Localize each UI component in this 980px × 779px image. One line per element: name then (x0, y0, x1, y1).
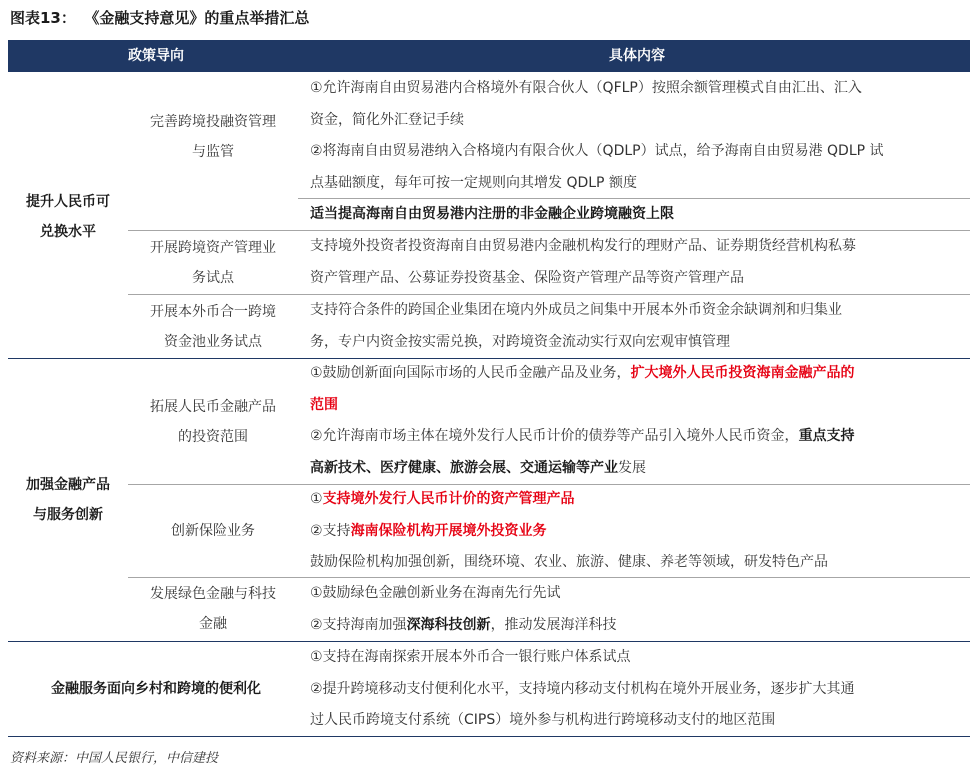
header-specific-content: 具体内容 (609, 48, 665, 64)
category-line: 兑换水平 (40, 224, 96, 240)
content-line: 过人民币跨境支付系统（CIPS）境外参与机构进行跨境移动支付的地区范围 (310, 712, 776, 728)
table-bottom-border (8, 736, 970, 737)
content-insurance (310, 484, 950, 579)
subcategory-line: 拓展人民币金融产品 (150, 399, 276, 415)
category-line: 与服务创新 (33, 507, 103, 523)
text-run: ②支持 (310, 522, 351, 539)
content-line: 资产管理产品、公募证券投资基金、保险资产管理产品等资产管理产品 (310, 269, 744, 286)
subcategory-line: 发展绿色金融与科技 (150, 586, 276, 602)
category-rural-crossborder-convenience (8, 643, 304, 735)
content-line: 资金，简化外汇登记手续 (310, 111, 464, 128)
text-run: ，推动发展海洋科技 (490, 616, 617, 633)
text-run-bold: 高新技术、医疗健康、旅游会展、交通运输等产业 (310, 459, 618, 476)
subcategory-line: 开展本外币合一跨境 (150, 303, 276, 320)
category-product-innovation (8, 360, 128, 640)
subcategory-line: 的投资范围 (178, 429, 248, 445)
content-line: ②将海南自由贸易港纳入合格境内有限合伙人（QDLP）试点，给予海南自由贸易港 QDLP 试 (310, 143, 884, 159)
content-line: ①允许海南自由贸易港内合格境外有限合伙人（QFLP）按照余额管理模式自由汇出、汇入 (310, 80, 862, 96)
content-line: 支持符合条件的跨国企业集团在境内外成员之间集中开展本外币资金余缺调剂和归集业 (310, 302, 842, 318)
content-green-fintech (310, 578, 950, 641)
subcategory-asset-management (128, 231, 298, 294)
content-line-bold: 适当提高海南自由贸易港内注册的非金融企业跨境融资上限 (310, 206, 674, 222)
text-run-red: 范围 (310, 396, 338, 413)
content-line (310, 390, 950, 422)
content-line (310, 610, 950, 642)
subcategory-line: 开展跨境资产管理业 (150, 239, 276, 256)
content-rural-crossborder-convenience (310, 642, 950, 737)
subcategory-line: 完善跨境投融资管理 (150, 114, 276, 130)
text-run: ②允许海南市场主体在境外发行人民币计价的债券等产品引入境外人民币资金， (310, 428, 799, 444)
text-run-bold: 深海科技创新 (406, 616, 491, 633)
subcategory-rmb-products (128, 360, 298, 484)
content-line (310, 484, 950, 516)
source-note: 资料来源：中国人民银行，中信建投 (10, 751, 219, 766)
content-financing-cap (310, 199, 950, 231)
header-policy-direction: 政策导向 (128, 48, 184, 64)
text-run: ①鼓励创新面向国际市场的人民币金融产品及业务， (310, 365, 631, 381)
text-run: ①鼓励绿色金融创新业务在海南先行先试 (310, 585, 561, 601)
subcategory-cross-border-investment (128, 76, 298, 198)
category-line: 金融服务面向乡村和跨境的便利化 (51, 681, 261, 697)
subcategory-cash-pool (128, 295, 298, 358)
subcategory-insurance (128, 485, 298, 577)
content-line (310, 421, 950, 453)
content-cross-border-investment (310, 73, 950, 199)
figure-label: 图表13： (10, 9, 76, 27)
content-line: 点基础额度，每年可按一定规则向其增发 QDLP 额度 (310, 174, 637, 191)
content-line: ②提升跨境移动支付便利化水平，支持境内移动支付机构在境外开展业务，逐步扩大其通 (310, 680, 855, 697)
content-line (310, 547, 950, 579)
text-run-bold: 重点支持 (798, 428, 855, 444)
subcategory-green-fintech (128, 578, 298, 640)
subcategory-line: 资金池业务试点 (164, 333, 262, 350)
table-header (8, 40, 970, 72)
subcategory-line: 创新保险业务 (171, 523, 255, 539)
content-line: 务，专户内资金按实需兑换，对跨境资金流动实行双向宏观审慎管理 (310, 333, 730, 350)
content-cash-pool (310, 295, 950, 358)
content-line: ①支持在海南探索开展本外币合一银行账户体系试点 (310, 649, 631, 665)
text-run: 发展 (618, 459, 646, 476)
content-line (310, 578, 950, 610)
content-rmb-products (310, 358, 950, 484)
text-run-red: 扩大境外人民币投资海南金融产品的 (630, 365, 855, 381)
content-line (310, 358, 950, 390)
text-run: ②支持海南加强 (310, 616, 407, 633)
text-run: ① (310, 491, 323, 507)
content-line: 支持境外投资者投资海南自由贸易港内金融机构发行的理财产品、证券期货经营机构私募 (310, 238, 856, 254)
text-run: 鼓励保险机构加强创新，围绕环境、农业、旅游、健康、养老等领域，研发特色产品 (310, 554, 828, 570)
content-line (310, 453, 950, 485)
content-asset-management (310, 231, 950, 294)
content-line (310, 516, 950, 548)
figure-title-text: 《金融支持意见》的重点举措汇总 (91, 9, 310, 27)
subcategory-line: 与监管 (192, 144, 234, 160)
text-run-red: 支持境外发行人民币计价的资产管理产品 (322, 491, 575, 507)
category-rmb-convertibility (8, 76, 128, 358)
category-line: 加强金融产品 (26, 477, 110, 493)
text-run-red: 海南保险机构开展境外投资业务 (350, 522, 547, 539)
figure-title (10, 6, 309, 30)
subcategory-line: 务试点 (192, 269, 234, 286)
category-line: 提升人民币可 (26, 194, 110, 210)
subcategory-line: 金融 (199, 616, 227, 632)
